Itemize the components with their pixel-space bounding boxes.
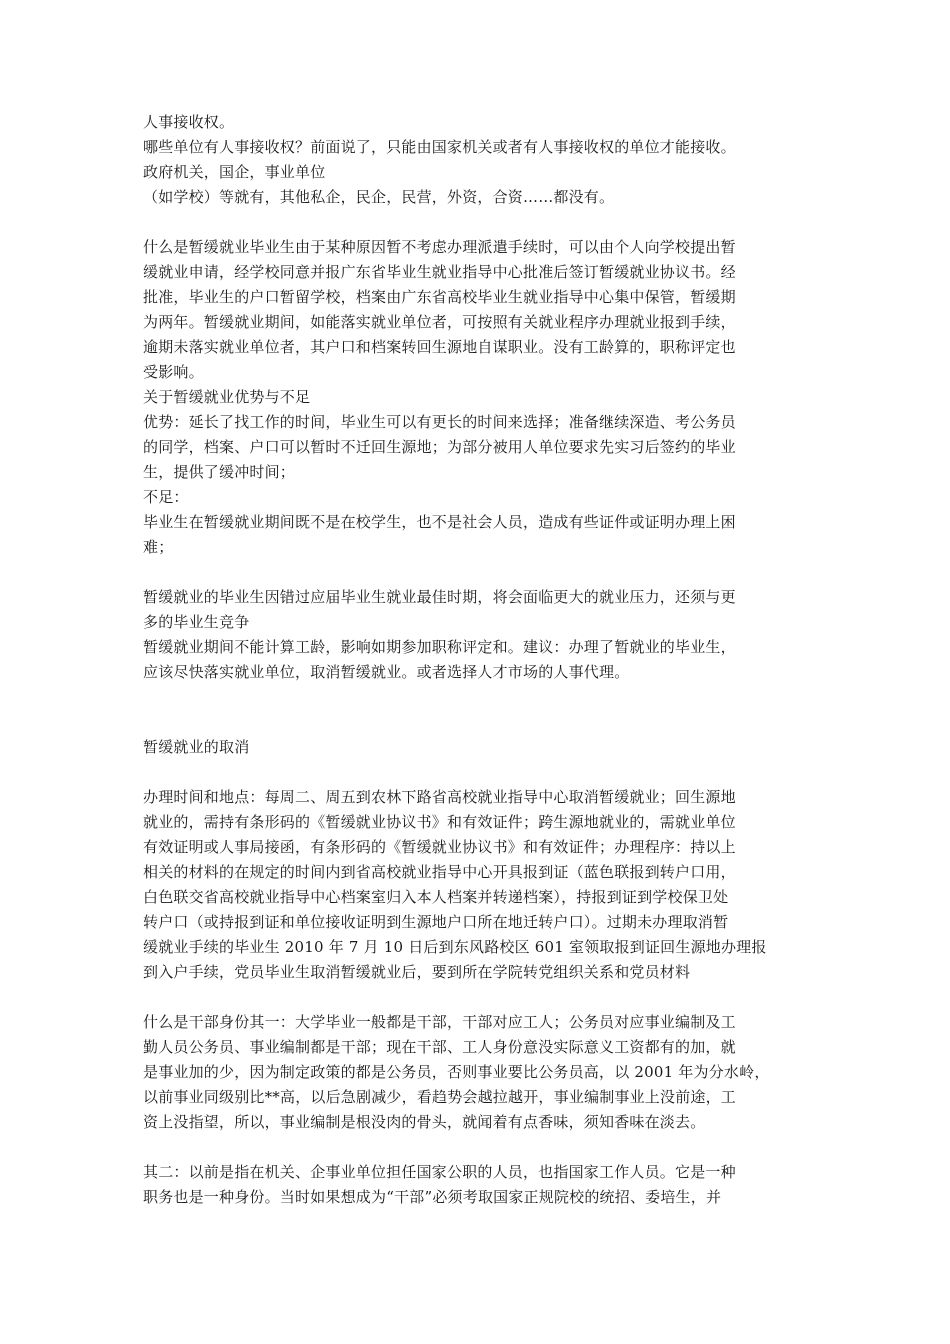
text-line: 批准，毕业生的户口暂留学校，档案由广东省高校毕业生就业指导中心集中保管，暂缓期 [143, 288, 736, 306]
text-line: 优势：延长了找工作的时间，毕业生可以有更长的时间来选择；准备继续深造、考公务员 [143, 413, 736, 431]
paragraph-gap [143, 560, 843, 585]
text-line: 难； [143, 538, 174, 556]
text-line: 暂缓就业期间不能计算工龄，影响如期参加职称评定和。建议：办理了暂就业的毕业生， [143, 638, 736, 656]
text-line: 逾期未落实就业单位者，其户口和档案转回生源地自谋职业。没有工龄算的，职称评定也 [143, 338, 736, 356]
text-line: 生，提供了缓冲时间； [143, 463, 296, 481]
text-line: 到入户手续，党员毕业生取消暂缓就业后，要到所在学院转党组织关系和党员材料 [143, 963, 691, 981]
paragraph-gap [143, 760, 843, 785]
text-line: 暂缓就业的毕业生因错过应届毕业生就业最佳时期，将会面临更大的就业压力，还须与更 [143, 588, 736, 606]
paragraph-gap [143, 985, 843, 1010]
text-line: 是事业加的少，因为制定政策的都是公务员，否则事业要比公务员高，以 2001 年为分水岭， [143, 1063, 770, 1081]
text-line: 哪些单位有人事接收权？前面说了，只能由国家机关或者有人事接收权的单位才能接收。 [143, 138, 736, 156]
text-line: 的同学，档案、户口可以暂时不迁回生源地；为部分被用人单位要求先实习后签约的毕业 [143, 438, 736, 456]
paragraph-gap [143, 1135, 843, 1160]
text-line: 应该尽快落实就业单位，取消暂缓就业。或者选择人才市场的人事代理。 [143, 663, 630, 681]
text-line: 有效证明或人事局接函，有条形码的《暂缓就业协议书》和有效证件；办理程序：持以上 [143, 838, 736, 856]
text-line: 勤人员公务员、事业编制都是干部；现在干部、工人身份意没实际意义工资都有的加，就 [143, 1038, 736, 1056]
text-line: 转户口（或持报到证和单位接收证明到生源地户口所在地迁转户口）。过期未办理取消暂 [143, 913, 729, 931]
text-line: 职务也是一种身份。当时如果想成为“干部”必须考取国家正规院校的统招、委培生，并 [143, 1188, 722, 1206]
text-line: 白色联交省高校就业指导中心档案室归入本人档案并转递档案），持报到证到学校保卫处 [143, 888, 729, 906]
text-line: 多的毕业生竞争 [143, 613, 250, 631]
section-heading: 关于暂缓就业优势与不足 [143, 388, 311, 406]
text-line: 缓就业申请，经学校同意并报广东省毕业生就业指导中心批准后签订暂缓就业协议书。经 [143, 263, 736, 281]
text-line: 就业的，需持有条形码的《暂缓就业协议书》和有效证件；跨生源地就业的，需就业单位 [143, 813, 736, 831]
paragraph-gap [143, 210, 843, 235]
text-line: 毕业生在暂缓就业期间既不是在校学生，也不是社会人员，造成有些证件或证明办理上困 [143, 513, 736, 531]
text-line: 什么是暂缓就业毕业生由于某种原因暂不考虑办理派遣手续时，可以由个人向学校提出暂 [143, 238, 736, 256]
text-line: 以前事业同级别比**高，以后急剧减少，看趋势会越拉越开，事业编制事业上没前途，工 [143, 1088, 737, 1106]
text-line: 为两年。暂缓就业期间，如能落实就业单位者，可按照有关就业程序办理就业报到手续， [143, 313, 736, 331]
text-line: 不足： [143, 488, 189, 506]
text-line: 政府机关，国企，事业单位 [143, 163, 326, 181]
text-line: 相关的材料的在规定的时间内到省高校就业指导中心开具报到证（蓝色联报到转户口用， [143, 863, 736, 881]
text-line: 其二：以前是指在机关、企事业单位担任国家公职的人员，也指国家工作人员。它是一种 [143, 1163, 736, 1181]
paragraph-gap [143, 685, 843, 735]
text-line: 资上没指望，所以，事业编制是根没肉的骨头，就闻着有点香味，须知香味在淡去。 [143, 1113, 706, 1131]
section-heading: 暂缓就业的取消 [143, 738, 250, 756]
text-line: 办理时间和地点：每周二、周五到农林下路省高校就业指导中心取消暂缓就业；回生源地 [143, 788, 736, 806]
text-line: 人事接收权。 [143, 113, 235, 131]
document-body [143, 110, 843, 1210]
text-line: 受影响。 [143, 363, 204, 381]
text-line: 什么是干部身份其一：大学毕业一般都是干部，干部对应工人；公务员对应事业编制及工 [143, 1013, 736, 1031]
text-line: （如学校）等就有，其他私企，民企，民营，外资，合资……都没有。 [143, 188, 615, 206]
text-line: 缓就业手续的毕业生 2010 年 7 月 10 日后到东风路校区 601 室领取报到证回生源地办理报 [143, 938, 767, 956]
